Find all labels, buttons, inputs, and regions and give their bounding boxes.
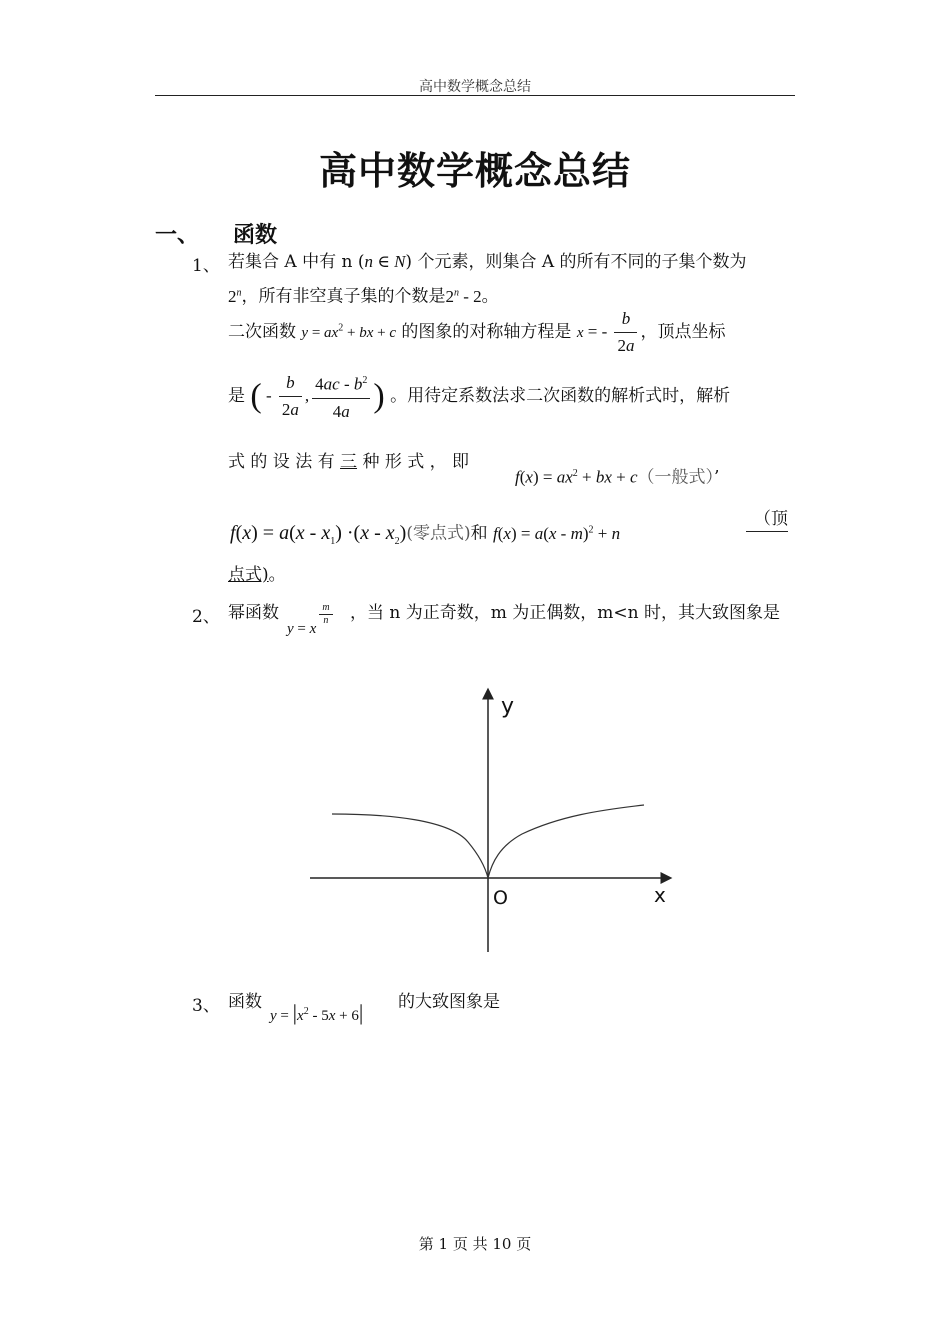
origin-label: O (493, 887, 508, 909)
y-axis-label: y (501, 694, 515, 719)
curve-right-branch (488, 805, 644, 878)
formula-power-function: y = x $\frac{m}{n}$ (287, 596, 336, 621)
header-rule (155, 95, 795, 96)
item-1-vertex-label-a: （顶 (746, 507, 788, 532)
item-1-line-5: 式 的 设 法 有 三 种 形 式 ， 即 (228, 452, 470, 472)
formula-vertex-form: f(x) = a(x - m)$^2$ + n (492, 523, 621, 543)
item-1-line-6: $f(x) = a(x - x_1) \cdot(x - x_2)$(零点式)和 f(x) = a(x - m)$^2$ + n (230, 521, 621, 547)
item-1-line-4: 是 ( - $\frac{b}{2a}$ , $\frac{4ac - b^2}{4a}$ ) 。用待定系数法求二次函数的解析式时，解析 (228, 368, 730, 425)
page-header: 高中数学概念总结 (419, 79, 531, 95)
item-1-line-2: 2$^n$，所有非空真子集的个数是2$^n$ - 2。 (228, 286, 499, 307)
formula-n-in-N: n (364, 252, 373, 271)
item-3-line-a: 函数 (228, 992, 262, 1012)
item-1-line-3: 二次函数 $y = ax^2$ + bx + c 的图象的对称轴方程是 x = - $\frac{b}{2a}$ ，顶点坐标 (228, 306, 725, 359)
formula-zero-form: $f(x) = a(x - x_1) \cdot(x - x_2)$ (230, 521, 407, 547)
item-1-number: 1、 (192, 256, 220, 276)
item-1-line-1: 若集合 A 中有 n (n ∈ N) 个元素，则集合 A 的所有不同的子集个数为 (228, 252, 747, 272)
x-axis-label: x (654, 883, 666, 907)
section-title: 函数 (233, 223, 278, 248)
formula-axis: x (576, 325, 584, 341)
formula-general-form: $f(x) = ax^2$ + bx + c（一般式）’ (515, 467, 720, 488)
item-2-line: 幂函数 (228, 603, 279, 623)
formula-2-pow-n-minus-2: 2$^n$ - 2 (445, 286, 482, 306)
item-2-line-b: ，当 n 为正奇数，m 为正偶数，m<n 时，其大致图象是 (350, 603, 780, 623)
formula-absolute-quadratic: $y = |x^2 - 5x + 6|$ (270, 1000, 364, 1025)
curve-left-branch (332, 814, 488, 878)
formula-quadratic: y (301, 325, 309, 341)
document-title: 高中数学概念总结 (318, 149, 631, 193)
power-function-graph (300, 680, 680, 960)
formula-vertex: - (261, 385, 276, 405)
item-3-line-b: 的大致图象是 (398, 992, 500, 1012)
formula-2-pow-n: 2$^n$ (228, 286, 242, 306)
page-footer: 第 1 页 共 10 页 (418, 1235, 532, 1253)
item-1-line-7: 点式)。 (228, 565, 286, 585)
item-3-number: 3、 (192, 996, 220, 1016)
section-number: 一、 (155, 223, 200, 248)
item-2-number: 2、 (192, 607, 220, 627)
